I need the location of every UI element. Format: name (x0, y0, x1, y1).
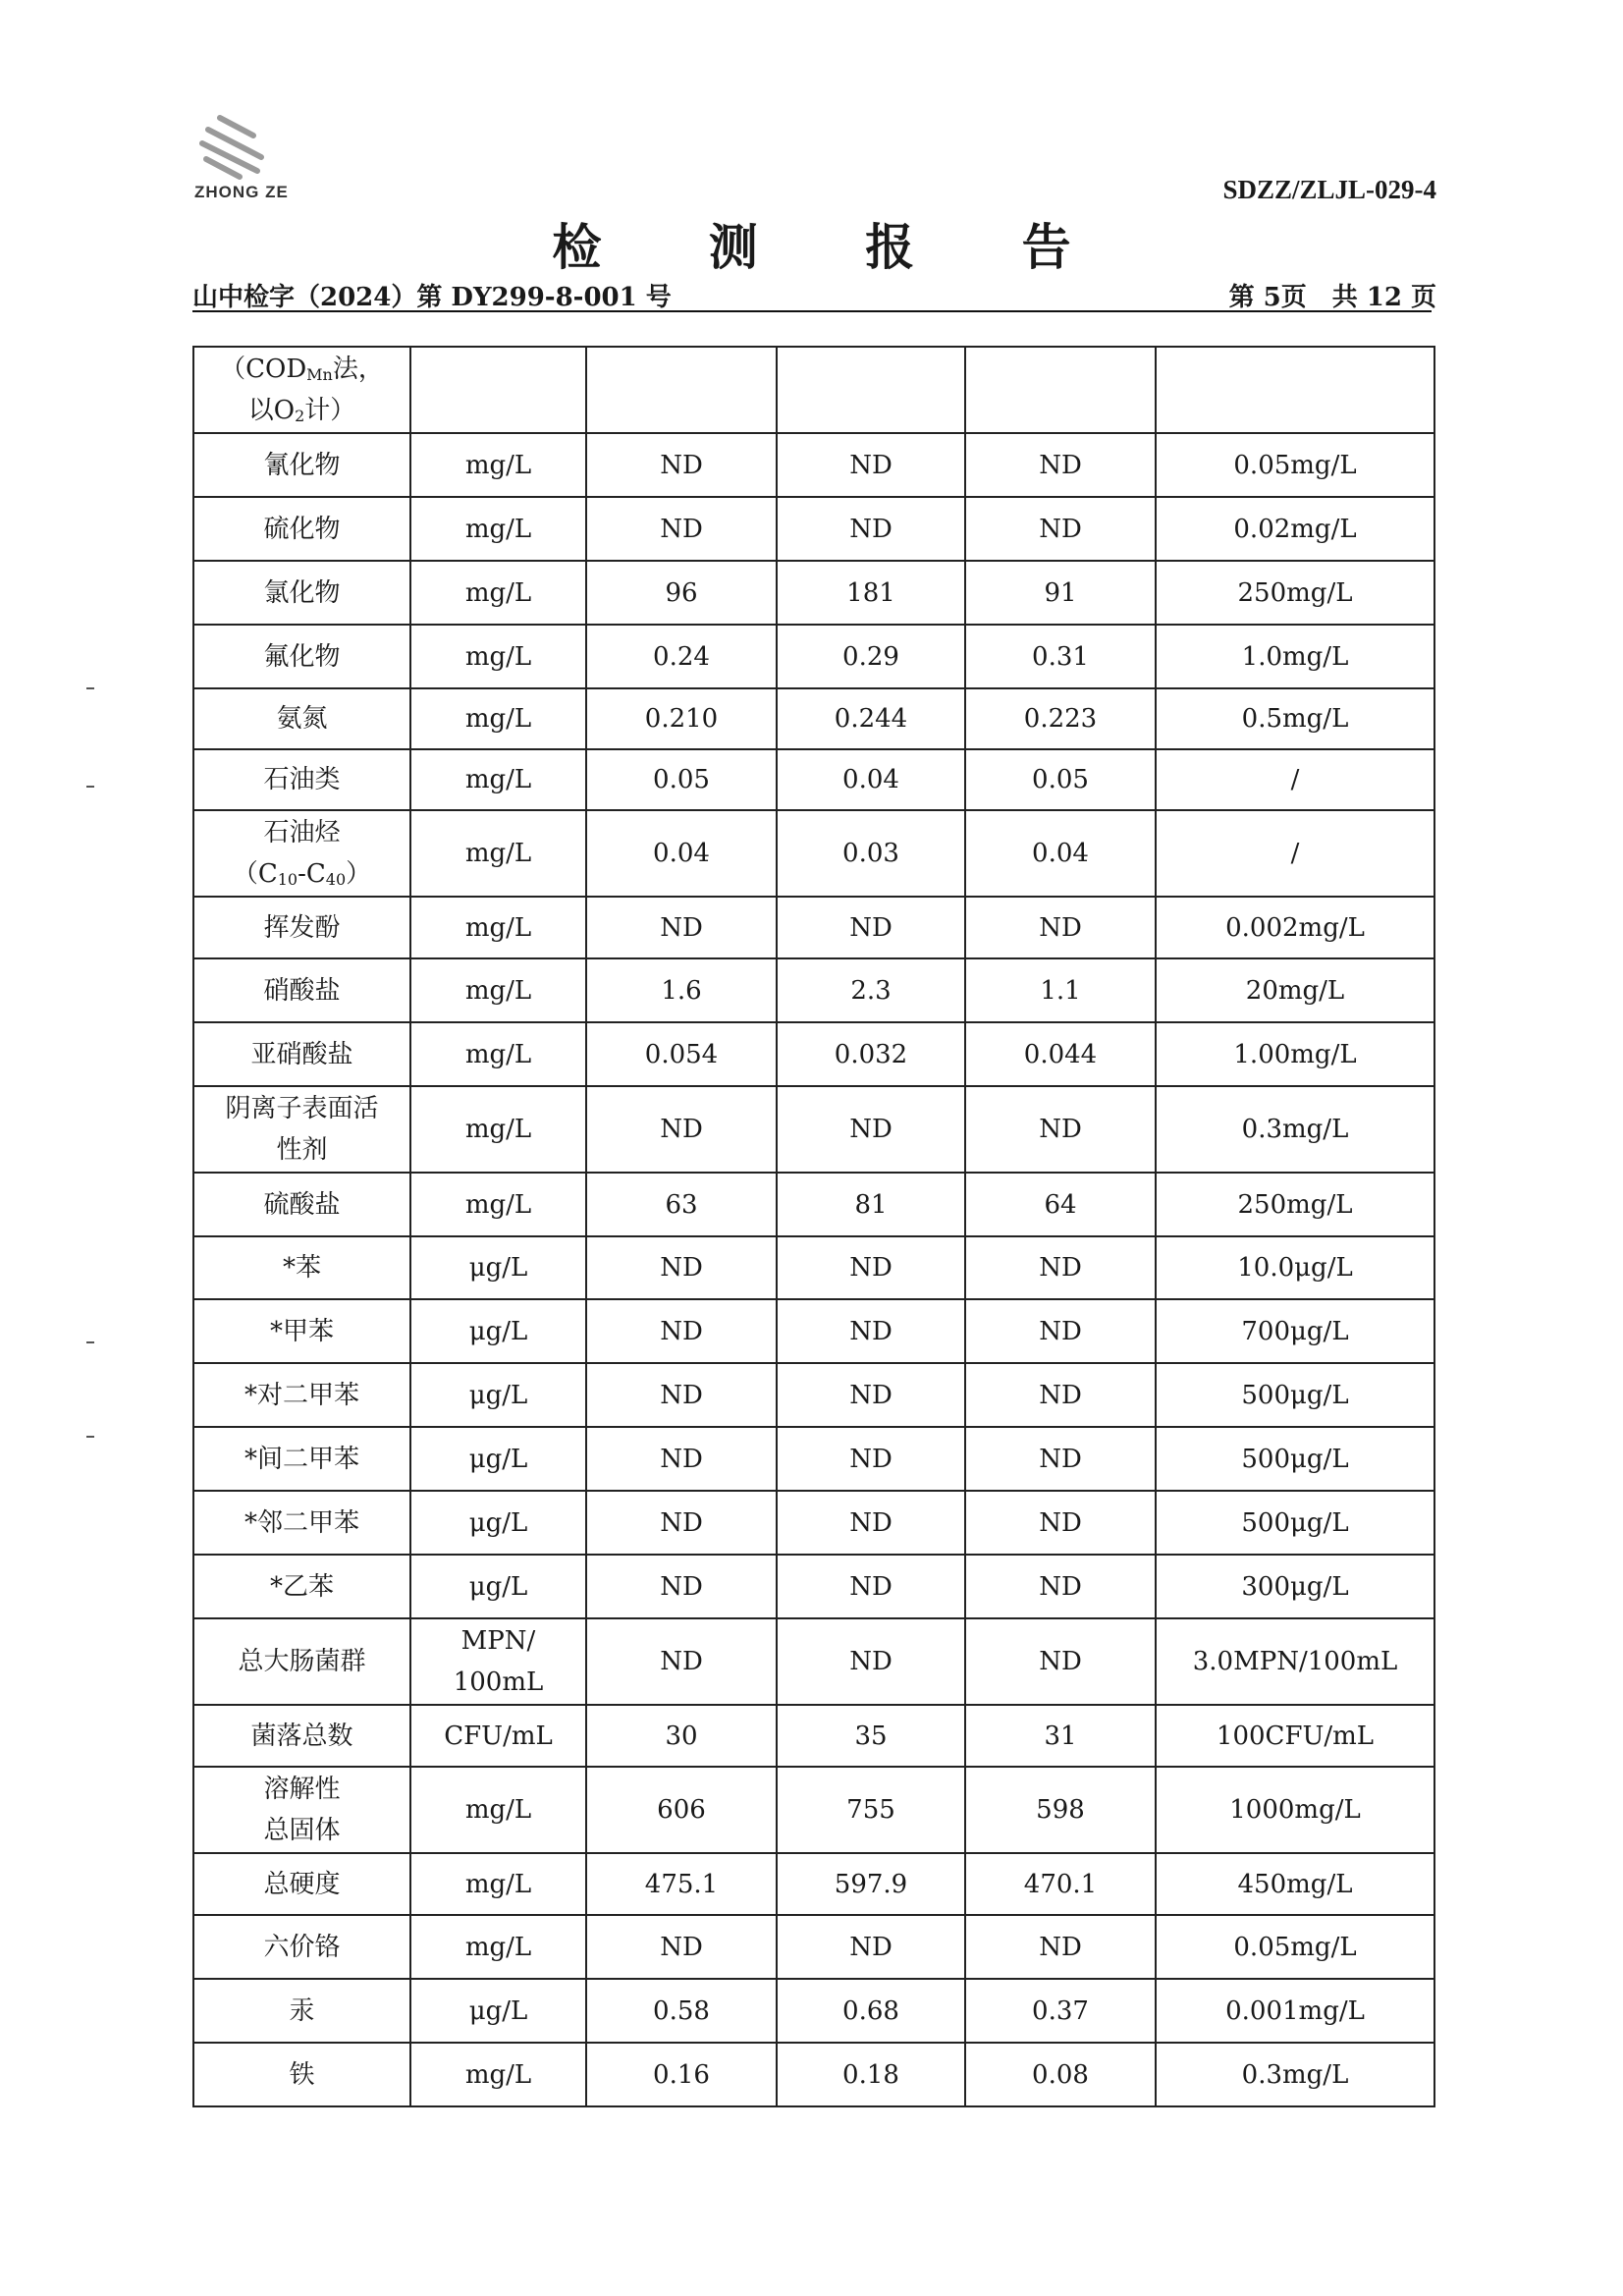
value-cell: ND (965, 1363, 1156, 1427)
value-cell: ND (586, 1427, 777, 1491)
table-row (193, 1853, 1434, 1915)
item-cell: *甲苯 (193, 1299, 410, 1363)
limit-cell: 700μg/L (1156, 1299, 1434, 1363)
limit-cell: 250mg/L (1156, 561, 1434, 625)
item-cell: *邻二甲苯 (193, 1491, 410, 1555)
unit-cell: μg/L (410, 1363, 586, 1427)
table-row (193, 497, 1434, 561)
table-row (193, 1491, 1434, 1555)
item-cell: *苯 (193, 1236, 410, 1299)
table-row (193, 810, 1434, 897)
value-cell: 0.04 (586, 810, 777, 897)
value-cell: ND (777, 1299, 965, 1363)
value-cell: ND (777, 1491, 965, 1555)
item-cell: 氟化物 (193, 625, 410, 688)
value-cell: ND (965, 1299, 1156, 1363)
value-cell: ND (586, 1491, 777, 1555)
value-cell: ND (777, 1618, 965, 1705)
table-row (193, 347, 1434, 433)
value-cell: 31 (965, 1705, 1156, 1767)
value-cell: 1.6 (586, 958, 777, 1022)
table-row (193, 1979, 1434, 2043)
item-cell: 阴离子表面活 性剂 (193, 1086, 410, 1173)
value-cell: ND (965, 1236, 1156, 1299)
unit-cell: mg/L (410, 1086, 586, 1173)
item-cell: 氰化物 (193, 433, 410, 497)
value-cell: ND (965, 433, 1156, 497)
report-number: 山中检字（2024）第 DY299-8-001 号 (192, 283, 672, 312)
limit-cell: 3.0MPN/100mL (1156, 1618, 1434, 1705)
value-cell: 597.9 (777, 1853, 965, 1915)
unit-cell: mg/L (410, 1767, 586, 1853)
value-cell: 0.16 (586, 2043, 777, 2106)
value-cell: 0.08 (965, 2043, 1156, 2106)
unit-cell: mg/L (410, 625, 586, 688)
table-row (193, 1618, 1434, 1705)
item-cell: 石油烃 $(C_{10}-C_{40})$ (193, 810, 410, 897)
unit-cell: mg/L (410, 497, 586, 561)
value-cell: 0.04 (965, 810, 1156, 897)
value-cell: ND (777, 1086, 965, 1173)
value-cell: ND (586, 1299, 777, 1363)
table-row (193, 1427, 1434, 1491)
limit-cell: 500μg/L (1156, 1363, 1434, 1427)
unit-cell: CFU/mL (410, 1705, 586, 1767)
value-cell: ND (965, 1915, 1156, 1979)
table-row (193, 2043, 1434, 2106)
value-cell: 0.04 (777, 749, 965, 810)
value-cell: ND (777, 1555, 965, 1618)
limit-cell: 250mg/L (1156, 1173, 1434, 1236)
value-cell: 0.29 (777, 625, 965, 688)
unit-cell: mg/L (410, 897, 586, 958)
table-row (193, 561, 1434, 625)
item-cell: *间二甲苯 (193, 1427, 410, 1491)
limit-cell: 100CFU/mL (1156, 1705, 1434, 1767)
unit-cell: μg/L (410, 1427, 586, 1491)
scan-mark (86, 786, 94, 788)
limit-cell: 0.3mg/L (1156, 1086, 1434, 1173)
unit-cell: mg/L (410, 749, 586, 810)
limit-cell: / (1156, 749, 1434, 810)
unit-cell: mg/L (410, 1173, 586, 1236)
unit-cell: μg/L (410, 1555, 586, 1618)
logo-text: ZHONG ZE (194, 183, 289, 201)
value-cell (777, 347, 965, 433)
unit-cell: mg/L (410, 2043, 586, 2106)
limit-cell: 0.05mg/L (1156, 433, 1434, 497)
limit-cell: 450mg/L (1156, 1853, 1434, 1915)
value-cell: 755 (777, 1767, 965, 1853)
document-code: SDZZ/ZLJL-029-4 (1222, 175, 1436, 204)
value-cell: ND (965, 1555, 1156, 1618)
limit-cell: 0.5mg/L (1156, 688, 1434, 749)
unit-cell: mg/L (410, 688, 586, 749)
limit-cell: 500μg/L (1156, 1427, 1434, 1491)
value-cell: 181 (777, 561, 965, 625)
scan-mark (86, 687, 94, 689)
value-cell: 0.31 (965, 625, 1156, 688)
table-row (193, 1022, 1434, 1086)
unit-cell: MPN/ 100mL (410, 1618, 586, 1705)
item-cell: 石油类 (193, 749, 410, 810)
page-indicator: 第 5页 共 12 页 (1228, 283, 1436, 312)
item-cell: 溶解性 总固体 (193, 1767, 410, 1853)
unit-cell: mg/L (410, 561, 586, 625)
value-cell: 0.044 (965, 1022, 1156, 1086)
table-row (193, 1915, 1434, 1979)
item-cell: 硫酸盐 (193, 1173, 410, 1236)
value-cell: 0.244 (777, 688, 965, 749)
value-cell: ND (586, 1618, 777, 1705)
table-row (193, 749, 1434, 810)
unit-cell: mg/L (410, 1915, 586, 1979)
unit-cell: mg/L (410, 1022, 586, 1086)
value-cell: ND (777, 497, 965, 561)
value-cell: ND (586, 433, 777, 497)
value-cell: 0.05 (965, 749, 1156, 810)
unit-cell: mg/L (410, 958, 586, 1022)
value-cell: 91 (965, 561, 1156, 625)
item-cell: 汞 (193, 1979, 410, 2043)
value-cell: ND (777, 1363, 965, 1427)
unit-cell (410, 347, 586, 433)
limit-cell: 1000mg/L (1156, 1767, 1434, 1853)
limit-cell: 10.0μg/L (1156, 1236, 1434, 1299)
item-cell: 总大肠菌群 (193, 1618, 410, 1705)
value-cell: ND (777, 1915, 965, 1979)
results-table (192, 346, 1435, 2107)
unit-cell: μg/L (410, 1299, 586, 1363)
value-cell: 606 (586, 1767, 777, 1853)
limit-cell: 0.001mg/L (1156, 1979, 1434, 2043)
value-cell: 598 (965, 1767, 1156, 1853)
unit-cell: μg/L (410, 1236, 586, 1299)
value-cell: ND (777, 1427, 965, 1491)
value-cell: 0.210 (586, 688, 777, 749)
limit-cell: 0.05mg/L (1156, 1915, 1434, 1979)
item-cell: 硝酸盐 (193, 958, 410, 1022)
item-cell: 氯化物 (193, 561, 410, 625)
value-cell: ND (586, 897, 777, 958)
scan-mark (86, 1436, 94, 1438)
value-cell: 0.03 (777, 810, 965, 897)
item-cell: 总硬度 (193, 1853, 410, 1915)
value-cell: 1.1 (965, 958, 1156, 1022)
item-cell: 硫化物 (193, 497, 410, 561)
unit-cell: mg/L (410, 810, 586, 897)
value-cell: ND (586, 1086, 777, 1173)
unit-cell: mg/L (410, 1853, 586, 1915)
table-row (193, 958, 1434, 1022)
value-cell: ND (965, 1427, 1156, 1491)
limit-cell: 20mg/L (1156, 958, 1434, 1022)
item-cell: *对二甲苯 (193, 1363, 410, 1427)
limit-cell: / (1156, 810, 1434, 897)
item-cell: 亚硝酸盐 (193, 1022, 410, 1086)
value-cell: ND (965, 1086, 1156, 1173)
value-cell: 0.37 (965, 1979, 1156, 2043)
value-cell: 64 (965, 1173, 1156, 1236)
value-cell: ND (965, 497, 1156, 561)
value-cell: 2.3 (777, 958, 965, 1022)
limit-cell: 0.02mg/L (1156, 497, 1434, 561)
table-row (193, 625, 1434, 688)
table-row (193, 1767, 1434, 1853)
unit-cell: μg/L (410, 1491, 586, 1555)
limit-cell: 300μg/L (1156, 1555, 1434, 1618)
limit-cell: 500μg/L (1156, 1491, 1434, 1555)
value-cell: 0.58 (586, 1979, 777, 2043)
item-cell: *乙苯 (193, 1555, 410, 1618)
table-row (193, 1086, 1434, 1173)
value-cell: 35 (777, 1705, 965, 1767)
value-cell: 475.1 (586, 1853, 777, 1915)
table-row (193, 433, 1434, 497)
table-row (193, 1555, 1434, 1618)
table-row (193, 1299, 1434, 1363)
item-cell: 六价铬 (193, 1915, 410, 1979)
limit-cell: 0.002mg/L (1156, 897, 1434, 958)
value-cell: 0.05 (586, 749, 777, 810)
table-row (193, 1173, 1434, 1236)
value-cell: 0.223 (965, 688, 1156, 749)
item-cell: 挥发酚 (193, 897, 410, 958)
table-row (193, 897, 1434, 958)
limit-cell: 1.0mg/L (1156, 625, 1434, 688)
value-cell (965, 347, 1156, 433)
limit-cell (1156, 347, 1434, 433)
value-cell: 96 (586, 561, 777, 625)
table-row (193, 1705, 1434, 1767)
value-cell: 0.032 (777, 1022, 965, 1086)
value-cell: ND (586, 1363, 777, 1427)
limit-cell: 1.00mg/L (1156, 1022, 1434, 1086)
value-cell: 81 (777, 1173, 965, 1236)
value-cell: 63 (586, 1173, 777, 1236)
page-title: 检 测 报 告 (552, 219, 1116, 276)
value-cell: 0.18 (777, 2043, 965, 2106)
value-cell: ND (965, 1618, 1156, 1705)
value-cell: ND (777, 433, 965, 497)
value-cell: ND (777, 897, 965, 958)
value-cell: ND (777, 1236, 965, 1299)
unit-cell: mg/L (410, 433, 586, 497)
table-row (193, 1363, 1434, 1427)
value-cell: ND (586, 497, 777, 561)
value-cell: ND (586, 1555, 777, 1618)
value-cell (586, 347, 777, 433)
item-cell: 铁 (193, 2043, 410, 2106)
item-cell: （$COD_{Mn}$法， 以$O_2$计） (193, 347, 410, 433)
item-cell: 菌落总数 (193, 1705, 410, 1767)
limit-cell: 0.3mg/L (1156, 2043, 1434, 2106)
scan-mark (86, 1341, 94, 1343)
table-row (193, 688, 1434, 749)
value-cell: 0.68 (777, 1979, 965, 2043)
value-cell: 30 (586, 1705, 777, 1767)
value-cell: 0.24 (586, 625, 777, 688)
value-cell: 470.1 (965, 1853, 1156, 1915)
item-cell: 氨氮 (193, 688, 410, 749)
value-cell: 0.054 (586, 1022, 777, 1086)
value-cell: ND (965, 1491, 1156, 1555)
value-cell: ND (586, 1236, 777, 1299)
header-divider (192, 310, 1432, 312)
unit-cell: μg/L (410, 1979, 586, 2043)
value-cell: ND (586, 1915, 777, 1979)
table-row (193, 1236, 1434, 1299)
value-cell: ND (965, 897, 1156, 958)
